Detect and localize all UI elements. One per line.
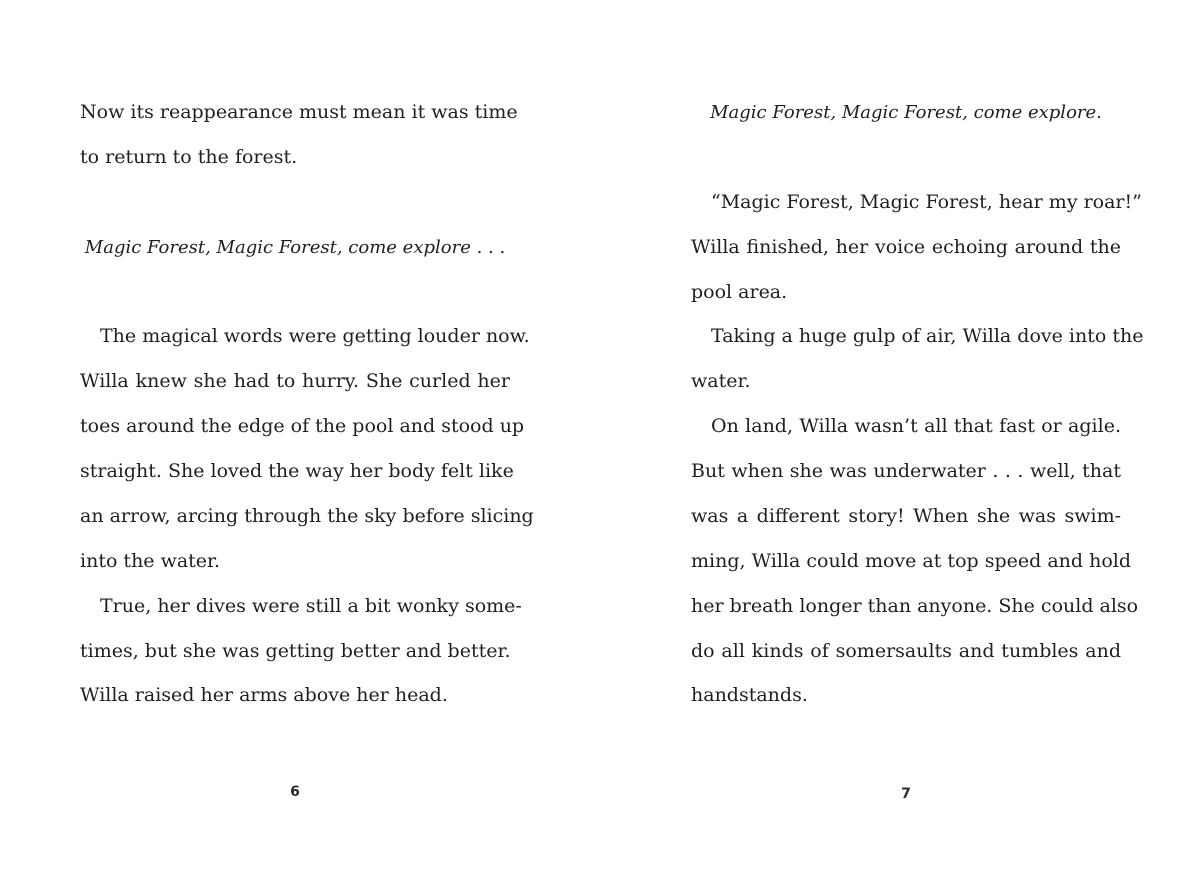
right-page bbox=[691, 0, 1144, 872]
text-line: True, her dives were still a bit wonky some- bbox=[100, 595, 522, 617]
text-line: But when she was underwater . . . well, that bbox=[691, 460, 1121, 482]
text-line: ming, Willa could move at top speed and hold bbox=[691, 550, 1131, 572]
text-line: was a different story! When she was swim- bbox=[691, 505, 1121, 527]
text-line: pool area. bbox=[691, 281, 788, 303]
verse-line: Magic Forest, Magic Forest, come explore . . . bbox=[84, 237, 506, 258]
text-line: times, but she was getting better and better. bbox=[80, 640, 511, 662]
text-line: toes around the edge of the pool and stood up bbox=[80, 415, 525, 437]
text-line: “Magic Forest, Magic Forest, hear my roar!” bbox=[711, 191, 1142, 213]
page-number: 7 bbox=[901, 786, 911, 802]
text-line: Willa finished, her voice echoing around the bbox=[691, 236, 1121, 258]
text-line: Willa knew she had to hurry. She curled her bbox=[80, 370, 510, 392]
left-page bbox=[80, 0, 534, 872]
text-line: Willa raised her arms above her head. bbox=[80, 684, 448, 706]
text-line: The magical words were getting louder now. bbox=[100, 325, 530, 347]
text-line: handstands. bbox=[691, 684, 808, 706]
text-line: On land, Willa wasn’t all that fast or agile. bbox=[711, 415, 1121, 437]
page-number: 6 bbox=[290, 784, 300, 800]
text-line: do all kinds of somersaults and tumbles and bbox=[691, 640, 1121, 662]
text-line: Taking a huge gulp of air, Willa dove into the bbox=[711, 325, 1144, 347]
text-line: to return to the forest. bbox=[80, 146, 298, 168]
text-line: into the water. bbox=[80, 550, 221, 572]
text-line: water. bbox=[691, 370, 751, 392]
text-line: Now its reappearance must mean it was time bbox=[80, 101, 518, 123]
text-line: an arrow, arcing through the sky before slicing bbox=[80, 505, 534, 527]
text-line: her breath longer than anyone. She could also bbox=[691, 595, 1139, 617]
text-line: straight. She loved the way her body felt like bbox=[80, 460, 514, 482]
verse-line: Magic Forest, Magic Forest, come explore. bbox=[710, 102, 1102, 123]
